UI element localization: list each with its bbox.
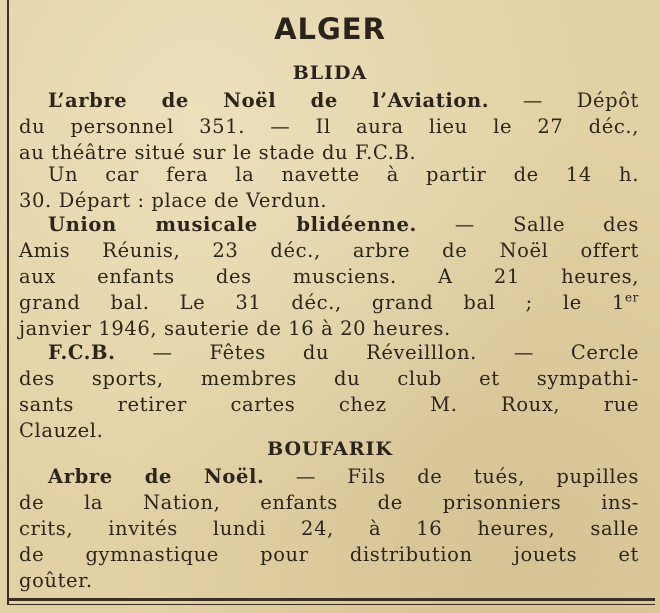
article-line: de gymnastique pour distribution jouets et (19, 543, 639, 566)
article-line (19, 290, 639, 316)
article-lead: Arbre de Noël. (48, 465, 265, 488)
article-line: 30. Départ : place de Verdun. (19, 189, 328, 212)
article-line: sants retirer cartes chez M. Roux, rue (19, 393, 639, 416)
article-line: Clauzel. (19, 419, 104, 442)
article-line: aux enfants des musciens. A 21 heures, (19, 265, 639, 288)
page-heading: ALGER (274, 12, 386, 46)
article-text: — Fils de tués, pupilles (264, 465, 639, 488)
article-line: du personnel 351. — Il aura lieu le 27 déc., (19, 115, 639, 138)
article-line: crits, invités lundi 24, à 16 heures, salle (19, 517, 639, 540)
article-line: de la Nation, enfants de prisonniers ins- (19, 491, 639, 514)
article-line: goûter. (19, 569, 93, 592)
article-line (48, 88, 639, 114)
article-line (48, 464, 639, 490)
article-line (48, 340, 639, 366)
ordinal-superscript: er (624, 290, 639, 305)
section-title-boufarik: BOUFARIK (267, 438, 393, 460)
article-lead: Union musicale blidéenne. (48, 213, 417, 236)
article-line: janvier 1946, sauterie de 16 à 20 heures. (19, 317, 451, 340)
article-line: Amis Réunis, 23 déc., arbre de Noël offert (19, 239, 639, 262)
bottom-rule-thin (7, 604, 655, 605)
article-lead: F.C.B. (48, 341, 116, 364)
article-line: au théâtre situé sur le stade du F.C.B. (19, 141, 417, 164)
article-text: — Fêtes du Réveilllon. — Cercle (115, 341, 639, 364)
article-line: des sports, membres du club et sympathi- (19, 367, 639, 390)
article-line (48, 212, 639, 238)
article-line: Un car fera la navette à partir de 14 h. (48, 163, 639, 186)
bottom-rule-thick (7, 598, 655, 601)
article-text: — Salle des (416, 213, 639, 236)
article-lead: L’arbre de Noël de l’Aviation. (48, 89, 490, 112)
article-text: grand bal. Le 31 déc., grand bal ; le 1 (19, 291, 625, 314)
article-text: — Dépôt (489, 89, 639, 112)
left-column-rule (7, 0, 9, 605)
section-title-blida: BLIDA (292, 62, 368, 84)
